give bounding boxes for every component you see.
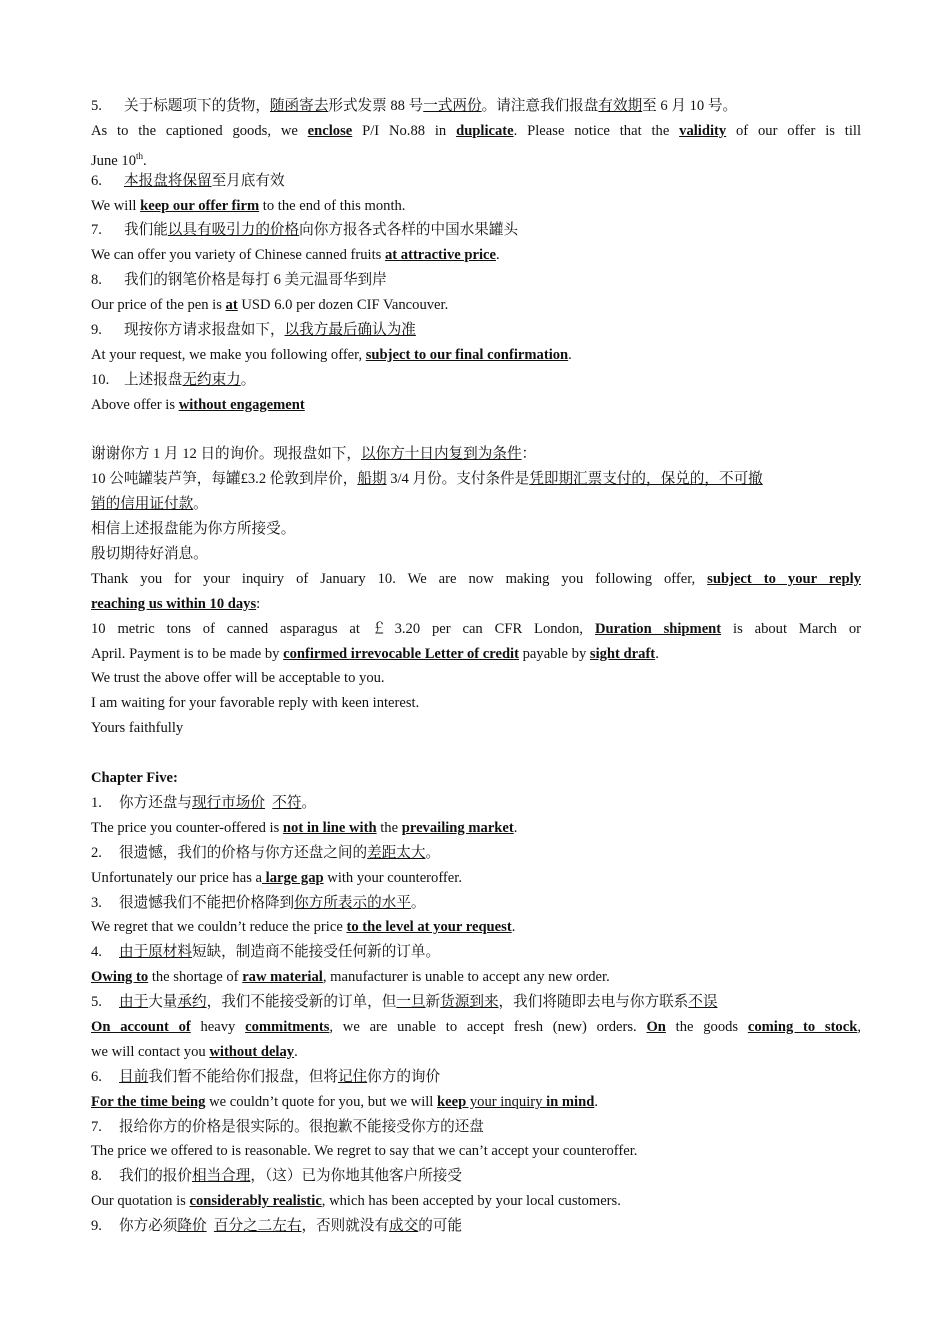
letter-zh-2: 10 公吨罐装芦笋，每罐£3.2 伦敦到岸价，船期 3/4 月份。支付条件是凭即期汇票支付的，保兑的，不可撤 — [91, 471, 763, 488]
letter-en-7: Yours faithfully — [91, 720, 184, 737]
chapter-item-1-zh: 1. 你方还盘与现行市场价 不符。 — [91, 794, 317, 811]
item-8-zh: 8. 我们的钢笔价格是每打 6 美元温哥华到岸 — [91, 272, 387, 289]
letter-en-6: I am waiting for your favorable reply with keen interest. — [91, 695, 420, 712]
letter-zh-4: 相信上述报盘能为你方所接受。 — [91, 521, 296, 538]
item-6-en: We will keep our offer firm to the end of this month. — [91, 197, 406, 214]
chapter-item-5-en-cont: we will contact you without delay. — [91, 1043, 298, 1060]
item-7-en: We can offer you variety of Chinese canned fruits at attractive price. — [91, 247, 500, 264]
item-9-zh: 9. 现按你方请求报盘如下，以我方最后确认为准 — [91, 322, 416, 339]
chapter-item-4-zh: 4. 由于原材料短缺，制造商不能接受任何新的订单。 — [91, 944, 441, 961]
letter-zh-3: 销的信用证付款。 — [91, 496, 208, 513]
chapter-item-7-en: The price we offered to is reasonable. We regret to say that we can’t accept your counteroffer. — [91, 1143, 638, 1160]
chapter-item-6-zh: 6. 目前我们暂不能给你们报盘，但将记住你方的询价 — [91, 1068, 441, 1085]
letter-zh-1: 谢谢你方 1 月 12 日的询价。现报盘如下，以你方十日内复到为条件： — [91, 446, 537, 463]
item-5-zh: 5. 关于标题项下的货物，随函寄去形式发票 88 号一式两份。请注意我们报盘有效期至 6 月 10 号。 — [91, 98, 738, 114]
chapter-item-5-en: On account of heavy commitments, we are unable to accept fresh (new) orders. On the goods coming to stock, — [91, 1018, 861, 1035]
letter-en-3: 10 metric tons of canned asparagus at ￡3.20 per can CFR London, Duration shipment is about March or — [91, 620, 862, 637]
letter-en-2: reaching us within 10 days: — [91, 595, 261, 612]
chapter-item-4-en: Owing to the shortage of raw material, manufacturer is unable to accept any new order. — [91, 969, 610, 986]
item-5-en: As to the captioned goods, we enclose P/I No.88 in duplicate. Please notice that the validity of our offer is till — [91, 122, 861, 139]
chapter-item-3-en: We regret that we couldn’t reduce the price to the level at your request. — [91, 919, 516, 936]
document-content — [91, 94, 861, 1239]
item-7-zh: 7. 我们能以具有吸引力的价格向你方报各式各样的中国水果罐头 — [91, 222, 519, 239]
item-10-en: Above offer is without engagement — [91, 396, 305, 413]
item-10-zh: 10. 上述报盘无约束力。 — [91, 371, 256, 388]
chapter-item-5-zh: 5. 由于大量承约，我们不能接受新的订单，但一旦新货源到来，我们将随即去电与你方联系不误 — [91, 994, 718, 1011]
chapter-item-9-zh: 9. 你方必须降价 百分之二左右，否则就没有成交的可能 — [91, 1218, 463, 1235]
item-9-en: At your request, we make you following offer, subject to our final confirmation. — [91, 346, 572, 363]
letter-en-5: We trust the above offer will be acceptable to you. — [91, 670, 385, 687]
letter-en-4: April. Payment is to be made by confirmed irrevocable Letter of credit payable by sight draft. — [91, 645, 659, 662]
spacer — [91, 418, 861, 443]
chapter-item-8-zh: 8. 我们的报价相当合理，（这）已为你地其他客户所接受 — [91, 1168, 462, 1185]
letter-zh-5: 殷切期待好消息。 — [91, 546, 208, 563]
chapter-item-8-en: Our quotation is considerably realistic, which has been accepted by your local customers. — [91, 1193, 621, 1210]
chapter-item-2-en: Unfortunately our price has a large gap with your counteroffer. — [91, 869, 462, 886]
chapter-item-3-zh: 3. 很遗憾我们不能把价格降到你方所表示的水平。 — [91, 894, 426, 911]
letter-en-1: Thank you for your inquiry of January 10. We are now making you following offer, subject to your reply — [91, 570, 861, 587]
chapter-item-1-en: The price you counter-offered is not in line with the prevailing market. — [91, 819, 518, 836]
chapter-item-6-en: For the time being we couldn’t quote for you, but we will keep your inquiry in mind. — [91, 1093, 598, 1110]
item-5-en-cont: June 10th. — [91, 150, 147, 169]
item-8-en: Our price of the pen is at USD 6.0 per dozen CIF Vancouver. — [91, 297, 449, 314]
chapter-item-7-zh: 7. 报给你方的价格是很实际的。很抱歉不能接受你方的还盘 — [91, 1118, 484, 1135]
chapter-item-2-zh: 2. 很遗憾，我们的价格与你方还盘之间的差距太大。 — [91, 844, 441, 861]
item-6-zh: 6. 本报盘将保留至月底有效 — [91, 172, 285, 189]
chapter-title: Chapter Five: — [91, 770, 178, 787]
spacer — [91, 741, 861, 766]
